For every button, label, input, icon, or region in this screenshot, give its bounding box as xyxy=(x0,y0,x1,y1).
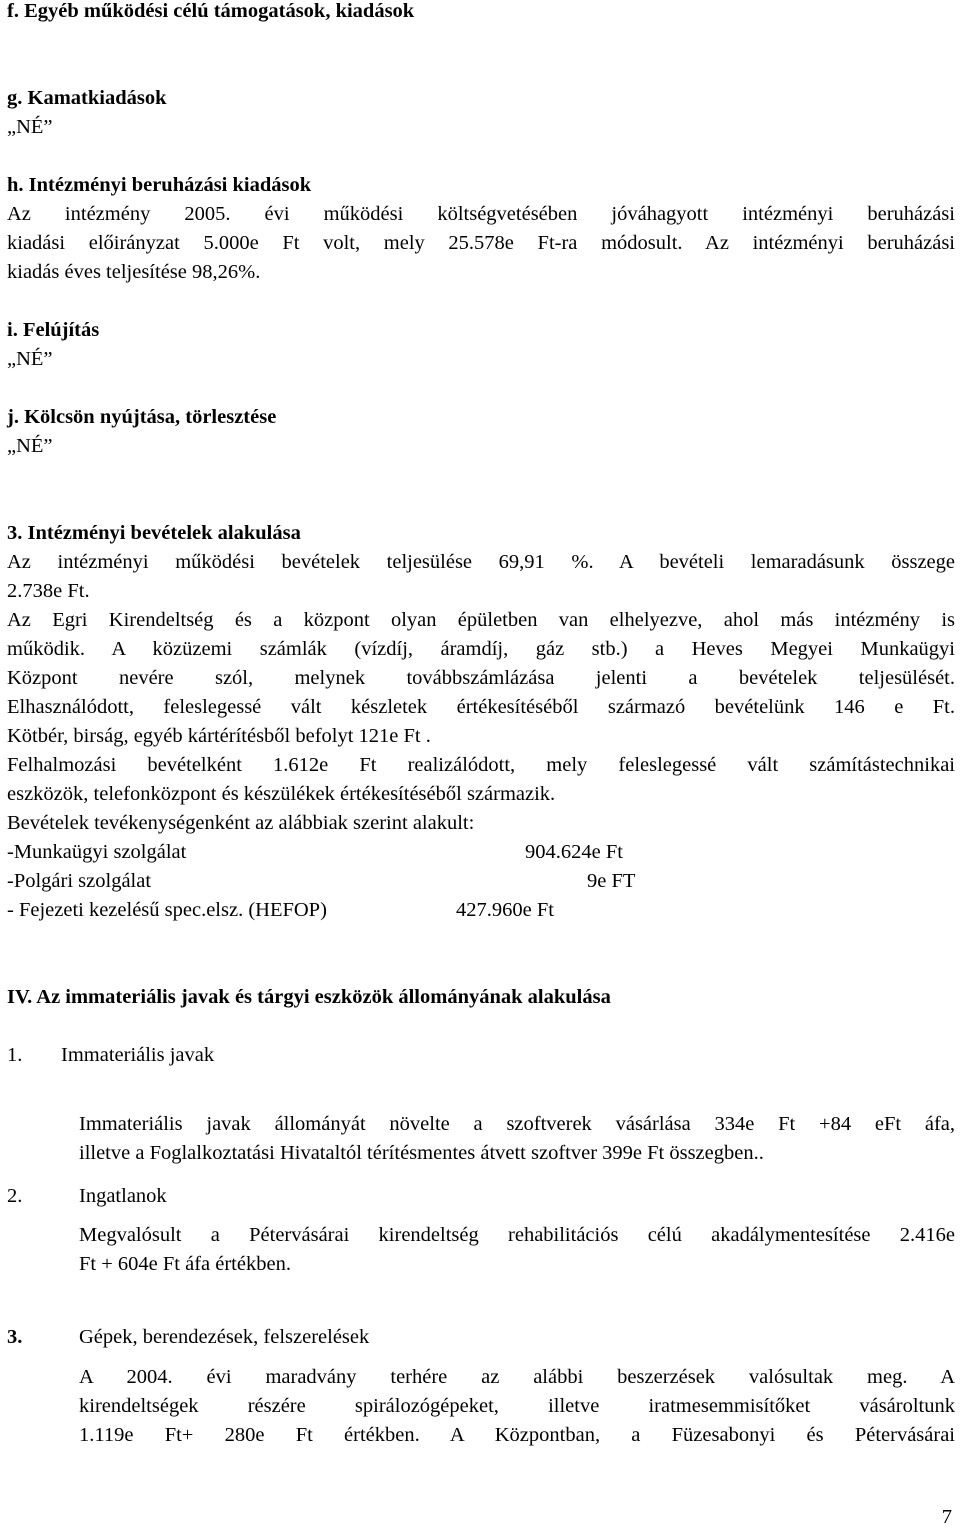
section-f-heading: f. Egyéb működési célú támogatások, kiadások xyxy=(7,0,415,22)
paragraph-line: 2.738e Ft. xyxy=(7,580,90,602)
paragraph-line: Felhalmozási bevételként 1.612e Ft realizálódott, mely feleslegessé vált számítástechnikai xyxy=(7,754,955,776)
item-number: 1. xyxy=(7,1044,23,1066)
paragraph-line: Kötbér, birság, egyéb kártérítésből befolyt 121e Ft . xyxy=(7,725,431,747)
item-number: 3. xyxy=(7,1326,23,1348)
paragraph-line: Az intézmény 2005. évi működési költségvetésében jóváhagyott intézményi beruházási xyxy=(7,203,955,225)
section-3-heading: 3. Intézményi bevételek alakulása xyxy=(7,522,301,544)
paragraph-line: Központ nevére szól, melynek továbbszámlázása jelenti a bevételek teljesülését. xyxy=(7,667,955,689)
paragraph-line: kirendeltségek részére spirálozógépeket, illetve iratmesemmisítőket vásároltunk xyxy=(79,1395,955,1417)
paragraph-line: Az intézményi működési bevételek teljesülése 69,91 %. A bevételi lemaradásunk összege xyxy=(7,551,955,573)
paragraph-line: kiadási előirányzat 5.000e Ft volt, mely 25.578e Ft-ra módosult. Az intézményi beruházási xyxy=(7,232,955,254)
income-row-label: -Munkaügyi szolgálat xyxy=(7,841,187,863)
paragraph-line: Megvalósult a Pétervásárai kirendeltség rehabilitációs célú akadálymentesítése 2.416e xyxy=(79,1224,955,1246)
item-label: Immateriális javak xyxy=(61,1044,215,1066)
page-number: 7 xyxy=(941,1506,952,1528)
section-j-heading: j. Kölcsön nyújtása, törlesztése xyxy=(7,406,277,428)
item-number: 2. xyxy=(7,1185,23,1207)
section-j-body: „NÉ” xyxy=(7,435,53,457)
income-row-amount: 427.960e Ft xyxy=(456,899,554,921)
paragraph-line: illetve a Foglalkoztatási Hivataltól térítésmentes átvett szoftver 399e Ft összegben.. xyxy=(79,1142,764,1164)
income-row-amount: 904.624e Ft xyxy=(525,841,623,863)
paragraph-line: Az Egri Kirendeltség és a központ olyan épületben van elhelyezve, ahol más intézmény is xyxy=(7,609,955,631)
section-i-body: „NÉ” xyxy=(7,348,53,370)
section-i-heading: i. Felújítás xyxy=(7,319,100,341)
income-row-label: - Fejezeti kezelésű spec.elsz. (HEFOP) xyxy=(7,899,327,921)
section-h-heading: h. Intézményi beruházási kiadások xyxy=(7,174,312,196)
item-label: Gépek, berendezések, felszerelések xyxy=(79,1326,370,1348)
paragraph-line: működik. A közüzemi számlák (vízdíj, áramdíj, gáz stb.) a Heves Megyei Munkaügyi xyxy=(7,638,955,660)
section-iv-heading: IV. Az immateriális javak és tárgyi eszközök állományának alakulása xyxy=(7,986,611,1008)
section-g-body: „NÉ” xyxy=(7,116,53,138)
paragraph-line: Immateriális javak állományát növelte a szoftverek vásárlása 334e Ft +84 eFt áfa, xyxy=(79,1113,955,1135)
paragraph-line: 1.119e Ft+ 280e Ft értékben. A Központban, a Füzesabonyi és Pétervásárai xyxy=(79,1424,955,1446)
paragraph-line: kiadás éves teljesítése 98,26%. xyxy=(7,261,261,283)
income-row-label: -Polgári szolgálat xyxy=(7,870,152,892)
paragraph-line: Elhasználódott, feleslegessé vált készletek értékesítéséből származó bevételünk 146 e Ft. xyxy=(7,696,955,718)
paragraph-line: eszközök, telefonközpont és készülékek értékesítéséből származik. xyxy=(7,783,556,805)
paragraph-line: A 2004. évi maradvány terhére az alábbi beszerzések valósultak meg. A xyxy=(79,1366,955,1388)
paragraph-line: Bevételek tevékenységenként az alábbiak szerint alakult: xyxy=(7,812,475,834)
income-row-amount: 9e FT xyxy=(587,870,636,892)
section-g-heading: g. Kamatkiadások xyxy=(7,87,167,109)
paragraph-line: Ft + 604e Ft áfa értékben. xyxy=(79,1253,291,1275)
item-label: Ingatlanok xyxy=(79,1185,167,1207)
